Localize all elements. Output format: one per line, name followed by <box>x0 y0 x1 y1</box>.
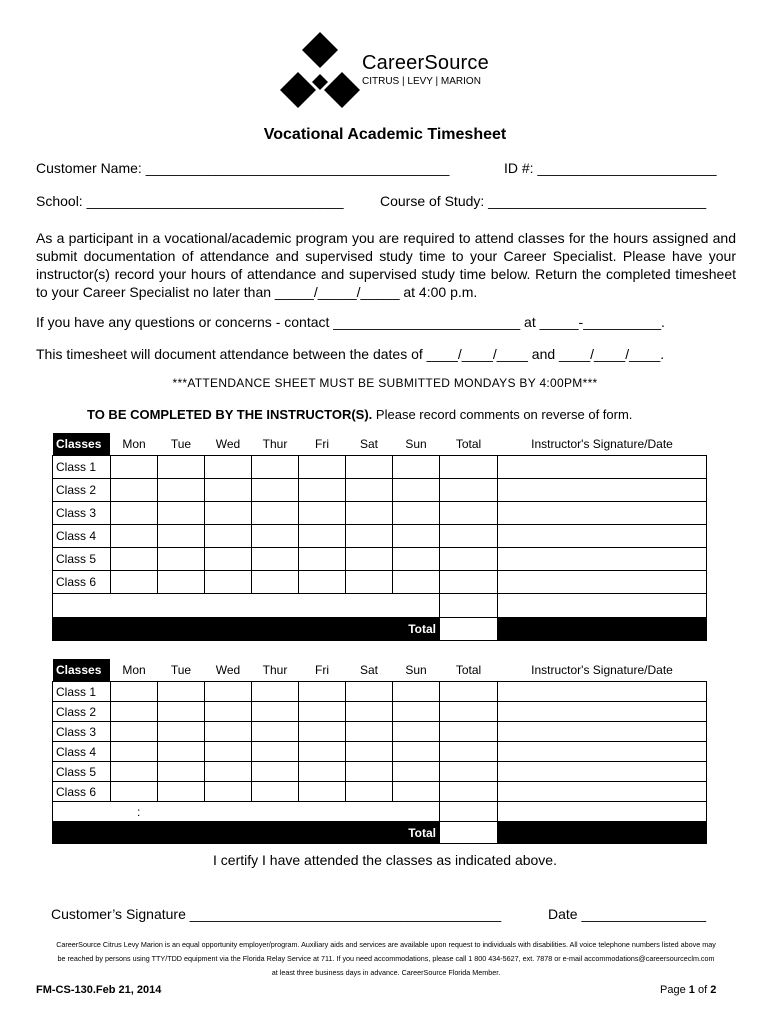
total-cell[interactable] <box>440 762 498 782</box>
colon-mark: : <box>137 804 141 819</box>
header-total: Total <box>440 433 498 456</box>
hours-cell[interactable] <box>346 682 393 702</box>
table-row <box>53 456 707 479</box>
class-label: Class 1 <box>53 456 111 479</box>
total-cell[interactable] <box>440 456 498 479</box>
class-label: Class 2 <box>53 702 111 722</box>
total-cell[interactable] <box>440 571 498 594</box>
submission-notice: ***ATTENDANCE SHEET MUST BE SUBMITTED MONDAYS BY 4:00PM*** <box>172 376 598 390</box>
hours-cell[interactable] <box>346 525 393 548</box>
table-row <box>53 782 707 802</box>
class-label: Class 1 <box>53 682 111 702</box>
total-cell[interactable] <box>440 722 498 742</box>
hours-cell[interactable] <box>393 479 440 502</box>
hours-cell[interactable] <box>158 782 205 802</box>
table-header-row <box>53 659 707 682</box>
table-row <box>53 548 707 571</box>
header-sun: Sun <box>393 433 440 456</box>
hours-cell[interactable] <box>252 782 299 802</box>
hours-cell[interactable] <box>346 742 393 762</box>
hours-cell[interactable] <box>299 762 346 782</box>
table-row <box>53 682 707 702</box>
instructor-note: Please record comments on reverse of form. <box>375 407 633 422</box>
total-row <box>53 618 707 641</box>
hours-cell[interactable] <box>252 456 299 479</box>
hours-cell[interactable] <box>346 571 393 594</box>
table-row <box>53 702 707 722</box>
hours-cell[interactable] <box>299 502 346 525</box>
logo-name: CareerSource <box>362 52 489 74</box>
hours-cell[interactable] <box>393 525 440 548</box>
signature-cell[interactable] <box>498 594 707 618</box>
logo-text <box>362 52 489 88</box>
logo-subtitle: CITRUS | LEVY | MARION <box>362 76 481 87</box>
hours-cell[interactable] <box>111 456 158 479</box>
page-number <box>660 984 716 996</box>
header-thur: Thur <box>252 659 299 682</box>
total-cell[interactable] <box>440 479 498 502</box>
hours-cell[interactable] <box>158 502 205 525</box>
signature-cell[interactable] <box>498 802 707 822</box>
table-row <box>53 502 707 525</box>
hours-cell[interactable] <box>111 548 158 571</box>
signature-cell[interactable] <box>498 742 707 762</box>
header-fri: Fri <box>299 433 346 456</box>
hours-cell[interactable] <box>205 548 252 571</box>
hours-cell[interactable] <box>346 548 393 571</box>
class-label: Class 3 <box>53 502 111 525</box>
total-cell[interactable] <box>440 802 498 822</box>
header-signature: Instructor's Signature/Date <box>498 433 707 456</box>
header-total: Total <box>440 659 498 682</box>
hours-cell[interactable] <box>299 525 346 548</box>
timesheet-table-1 <box>52 432 707 641</box>
hours-cell[interactable] <box>393 571 440 594</box>
hours-cell[interactable] <box>158 548 205 571</box>
hours-cell[interactable] <box>252 525 299 548</box>
header-classes: Classes <box>53 433 111 456</box>
total-cell[interactable] <box>440 742 498 762</box>
hours-cell[interactable] <box>205 782 252 802</box>
hours-cell[interactable] <box>205 502 252 525</box>
footer-disclaimer <box>36 938 736 980</box>
header-fri: Fri <box>299 659 346 682</box>
customer-name-field[interactable]: Customer Name: _______________________________________ <box>36 160 450 176</box>
hours-cell[interactable] <box>158 682 205 702</box>
hours-cell[interactable] <box>158 525 205 548</box>
total-cell[interactable] <box>440 594 498 618</box>
table-row <box>53 722 707 742</box>
hours-cell[interactable] <box>111 525 158 548</box>
hours-cell[interactable] <box>111 502 158 525</box>
form-title: Vocational Academic Timesheet <box>263 126 507 143</box>
class-label: Class 6 <box>53 571 111 594</box>
signature-cell[interactable] <box>498 525 707 548</box>
total-cell[interactable] <box>440 502 498 525</box>
hours-cell[interactable] <box>299 456 346 479</box>
school-field[interactable]: School: _________________________________ <box>36 193 344 209</box>
table-header-row <box>53 433 707 456</box>
header-sat: Sat <box>346 659 393 682</box>
hours-cell[interactable] <box>299 479 346 502</box>
header-tue: Tue <box>158 433 205 456</box>
page-total: 2 <box>710 984 717 996</box>
header-wed: Wed <box>205 433 252 456</box>
table-row <box>53 571 707 594</box>
signature-cell[interactable] <box>498 571 707 594</box>
hours-cell[interactable] <box>252 702 299 722</box>
instructor-instructions <box>87 407 632 422</box>
hours-cell[interactable] <box>158 456 205 479</box>
table-row <box>53 479 707 502</box>
total-row-fill <box>498 618 707 641</box>
header-tue: Tue <box>158 659 205 682</box>
hours-cell[interactable] <box>346 702 393 722</box>
hours-cell[interactable] <box>205 722 252 742</box>
hours-cell[interactable] <box>393 548 440 571</box>
header-sun: Sun <box>393 659 440 682</box>
hours-cell[interactable] <box>205 571 252 594</box>
hours-cell[interactable] <box>299 782 346 802</box>
hours-cell[interactable] <box>393 456 440 479</box>
hours-cell[interactable] <box>111 702 158 722</box>
header-mon: Mon <box>111 433 158 456</box>
date-field[interactable]: Date ________________ <box>548 906 707 922</box>
page-current: 1 <box>688 984 695 996</box>
hours-cell[interactable] <box>299 548 346 571</box>
total-row-fill <box>498 822 707 844</box>
hours-cell[interactable] <box>158 762 205 782</box>
hours-cell[interactable] <box>205 702 252 722</box>
class-label: Class 5 <box>53 762 111 782</box>
grand-total-cell[interactable] <box>440 822 498 844</box>
hours-cell[interactable] <box>252 762 299 782</box>
signature-cell[interactable] <box>498 502 707 525</box>
hours-cell[interactable] <box>205 479 252 502</box>
header-sat: Sat <box>346 433 393 456</box>
timesheet-table-2 <box>52 658 707 844</box>
hours-cell[interactable] <box>252 742 299 762</box>
signature-cell[interactable] <box>498 456 707 479</box>
total-label: Total <box>53 618 440 641</box>
hours-cell[interactable] <box>299 571 346 594</box>
hours-cell[interactable] <box>158 742 205 762</box>
hours-cell[interactable] <box>205 682 252 702</box>
hours-cell[interactable] <box>393 502 440 525</box>
header-wed: Wed <box>205 659 252 682</box>
hours-cell[interactable] <box>393 722 440 742</box>
form-id: FM-CS-130.Feb 21, 2014 <box>36 984 162 996</box>
hours-cell[interactable] <box>158 571 205 594</box>
header-mon: Mon <box>111 659 158 682</box>
hours-cell[interactable] <box>299 742 346 762</box>
hours-cell[interactable] <box>205 456 252 479</box>
hours-cell[interactable] <box>111 722 158 742</box>
instructor-heading: TO BE COMPLETED BY THE INSTRUCTOR(S). <box>87 407 373 422</box>
hours-cell[interactable] <box>393 742 440 762</box>
careersource-logo-icon <box>280 32 360 112</box>
instructions-paragraph: As a participant in a vocational/academic program you are required to attend classes for the hours assigned and submit documentation of attendance and supervised study time to your Career Specialist. Please have your instructor(s) record your hours of attendance and supervised study time below. Return the completed timesheet to your Career Specialist no later than _____/_____/_____ at 4:00 p.m. <box>36 230 736 300</box>
blank-cell[interactable] <box>53 594 440 618</box>
blank-cell[interactable] <box>53 802 440 822</box>
signature-cell[interactable] <box>498 722 707 742</box>
signature-cell[interactable] <box>498 762 707 782</box>
hours-cell[interactable] <box>346 479 393 502</box>
hours-cell[interactable] <box>111 479 158 502</box>
class-label: Class 6 <box>53 782 111 802</box>
signature-cell[interactable] <box>498 782 707 802</box>
signature-cell[interactable] <box>498 702 707 722</box>
hours-cell[interactable] <box>252 548 299 571</box>
hours-cell[interactable] <box>393 762 440 782</box>
table-row <box>53 742 707 762</box>
header-thur: Thur <box>252 433 299 456</box>
hours-cell[interactable] <box>346 782 393 802</box>
hours-cell[interactable] <box>205 762 252 782</box>
hours-cell[interactable] <box>158 702 205 722</box>
hours-cell[interactable] <box>111 762 158 782</box>
header-signature: Instructor's Signature/Date <box>498 659 707 682</box>
page-of: of <box>697 984 708 996</box>
total-cell[interactable] <box>440 682 498 702</box>
class-label: Class 5 <box>53 548 111 571</box>
hours-cell[interactable] <box>393 702 440 722</box>
total-cell[interactable] <box>440 525 498 548</box>
hours-cell[interactable] <box>299 682 346 702</box>
class-label: Class 3 <box>53 722 111 742</box>
hours-cell[interactable] <box>252 722 299 742</box>
dates-line: This timesheet will document attendance between the dates of ____/____/____ and ____/____/____. <box>36 346 665 362</box>
hours-cell[interactable] <box>393 782 440 802</box>
hours-cell[interactable] <box>252 502 299 525</box>
table-row <box>53 762 707 782</box>
table-row-blank <box>53 594 707 618</box>
hours-cell[interactable] <box>111 571 158 594</box>
hours-cell[interactable] <box>299 702 346 722</box>
customer-signature-field[interactable]: Customer’s Signature ________________________________________ <box>51 906 502 922</box>
hours-cell[interactable] <box>111 682 158 702</box>
total-label: Total <box>53 822 440 844</box>
hours-cell[interactable] <box>346 722 393 742</box>
hours-cell[interactable] <box>205 525 252 548</box>
hours-cell[interactable] <box>299 722 346 742</box>
class-label: Class 4 <box>53 742 111 762</box>
course-of-study-field[interactable]: Course of Study: ____________________________ <box>380 193 707 209</box>
hours-cell[interactable] <box>111 782 158 802</box>
total-cell[interactable] <box>440 548 498 571</box>
grand-total-cell[interactable] <box>440 618 498 641</box>
page-label: Page <box>660 984 686 996</box>
hours-cell[interactable] <box>393 682 440 702</box>
hours-cell[interactable] <box>158 479 205 502</box>
signature-cell[interactable] <box>498 548 707 571</box>
contact-line: If you have any questions or concerns - contact ________________________ at _____-__________. <box>36 314 665 330</box>
hours-cell[interactable] <box>252 479 299 502</box>
signature-cell[interactable] <box>498 479 707 502</box>
footer-line: at least three business days in advance. CareerSource Florida Member. <box>271 968 501 977</box>
hours-cell[interactable] <box>252 571 299 594</box>
footer-line: be reached by persons using TTY/TDD equipment via the Florida Relay Service at 711. If you need accommodations, please call 1 800 434-5627, ext. 7878 or e-mail accommodations@careersourceclm.com <box>57 954 715 963</box>
certification-statement: I certify I have attended the classes as indicated above. <box>213 852 557 868</box>
table-row-blank <box>53 802 707 822</box>
hours-cell[interactable] <box>205 742 252 762</box>
class-label: Class 4 <box>53 525 111 548</box>
total-cell[interactable] <box>440 702 498 722</box>
hours-cell[interactable] <box>346 502 393 525</box>
header-classes: Classes <box>53 659 111 682</box>
hours-cell[interactable] <box>158 722 205 742</box>
id-field[interactable]: ID #: _______________________ <box>504 160 717 176</box>
signature-cell[interactable] <box>498 682 707 702</box>
hours-cell[interactable] <box>346 762 393 782</box>
total-cell[interactable] <box>440 782 498 802</box>
table-row <box>53 525 707 548</box>
hours-cell[interactable] <box>252 682 299 702</box>
footer-line: CareerSource Citrus Levy Marion is an equal opportunity employer/program. Auxiliary aids and services are available upon request to individuals with disabilities. All voice telephone numbers listed above may <box>56 940 716 949</box>
hours-cell[interactable] <box>111 742 158 762</box>
hours-cell[interactable] <box>346 456 393 479</box>
class-label: Class 2 <box>53 479 111 502</box>
total-row <box>53 822 707 844</box>
